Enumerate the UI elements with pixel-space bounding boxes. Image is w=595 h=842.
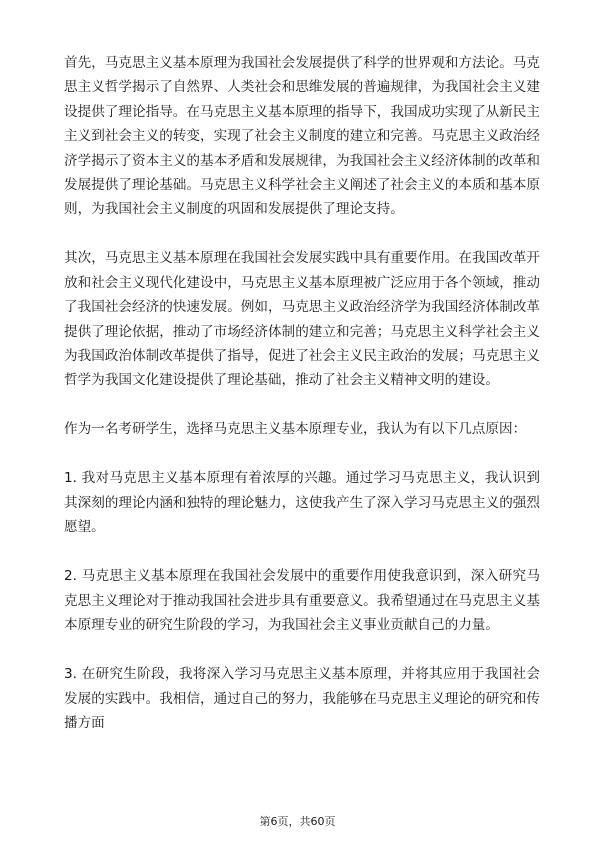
paragraph-5: 2. 马克思主义基本原理在我国社会发展中的重要作用使我意识到，深入研究马克思主义理论对于推动我国社会进步具有重要意义。我希望通过在马克思主义基本原理专业的研究生阶段的学习，为我国社会主义事业贡献自己的力量。	[64, 568, 540, 634]
paragraph-1: 首先，马克思主义基本原理为我国社会发展提供了科学的世界观和方法论。马克思主义哲学揭示了自然界、人类社会和思维发展的普遍规律，为我国社会主义建设提供了理论指导。在马克思主义基本原理的指导下，我国成功实现了从新民主主义到社会主义的转变，实现了社会主义制度的建立和完善。马克思主义政治经济学揭示了资本主义的基本矛盾和发展规律，为我国社会主义经济体制的改革和发展提供了理论基础。马克思主义科学社会主义阐述了社会主义的本质和基本原则，为我国社会主义制度的巩固和发展提供了理论支持。	[64, 55, 540, 218]
paragraph-6: 3. 在研究生阶段，我将深入学习马克思主义基本原理，并将其应用于我国社会发展的实践中。我相信，通过自己的努力，我能够在马克思主义理论的研究和传播方面	[64, 666, 540, 731]
page-number-footer: 第6页，共60页	[259, 815, 336, 828]
paragraph-4: 1. 我对马克思主义基本原理有着浓厚的兴趣。通过学习马克思主义，我认识到其深刻的理论内涵和独特的理论魅力，这使我产生了深入学习马克思主义的强烈愿望。	[64, 470, 540, 536]
paragraph-2: 其次，马克思主义基本原理在我国社会发展实践中具有重要作用。在我国改革开放和社会主义现代化建设中，马克思主义基本原理被广泛应用于各个领域，推动了我国社会经济的快速发展。例如，马克思主义政治经济学为我国经济体制改革提供了理论依据，推动了市场经济体制的建立和完善；马克思主义科学社会主义为我国政治体制改革提供了指导，促进了社会主义民主政治的发展；马克思主义哲学为我国文化建设提供了理论基础，推动了社会主义精神文明的建设。	[64, 250, 540, 389]
document-body	[64, 51, 540, 735]
paragraph-3: 作为一名考研学生，选择马克思主义基本原理专业，我认为有以下几点原因：	[64, 421, 527, 438]
